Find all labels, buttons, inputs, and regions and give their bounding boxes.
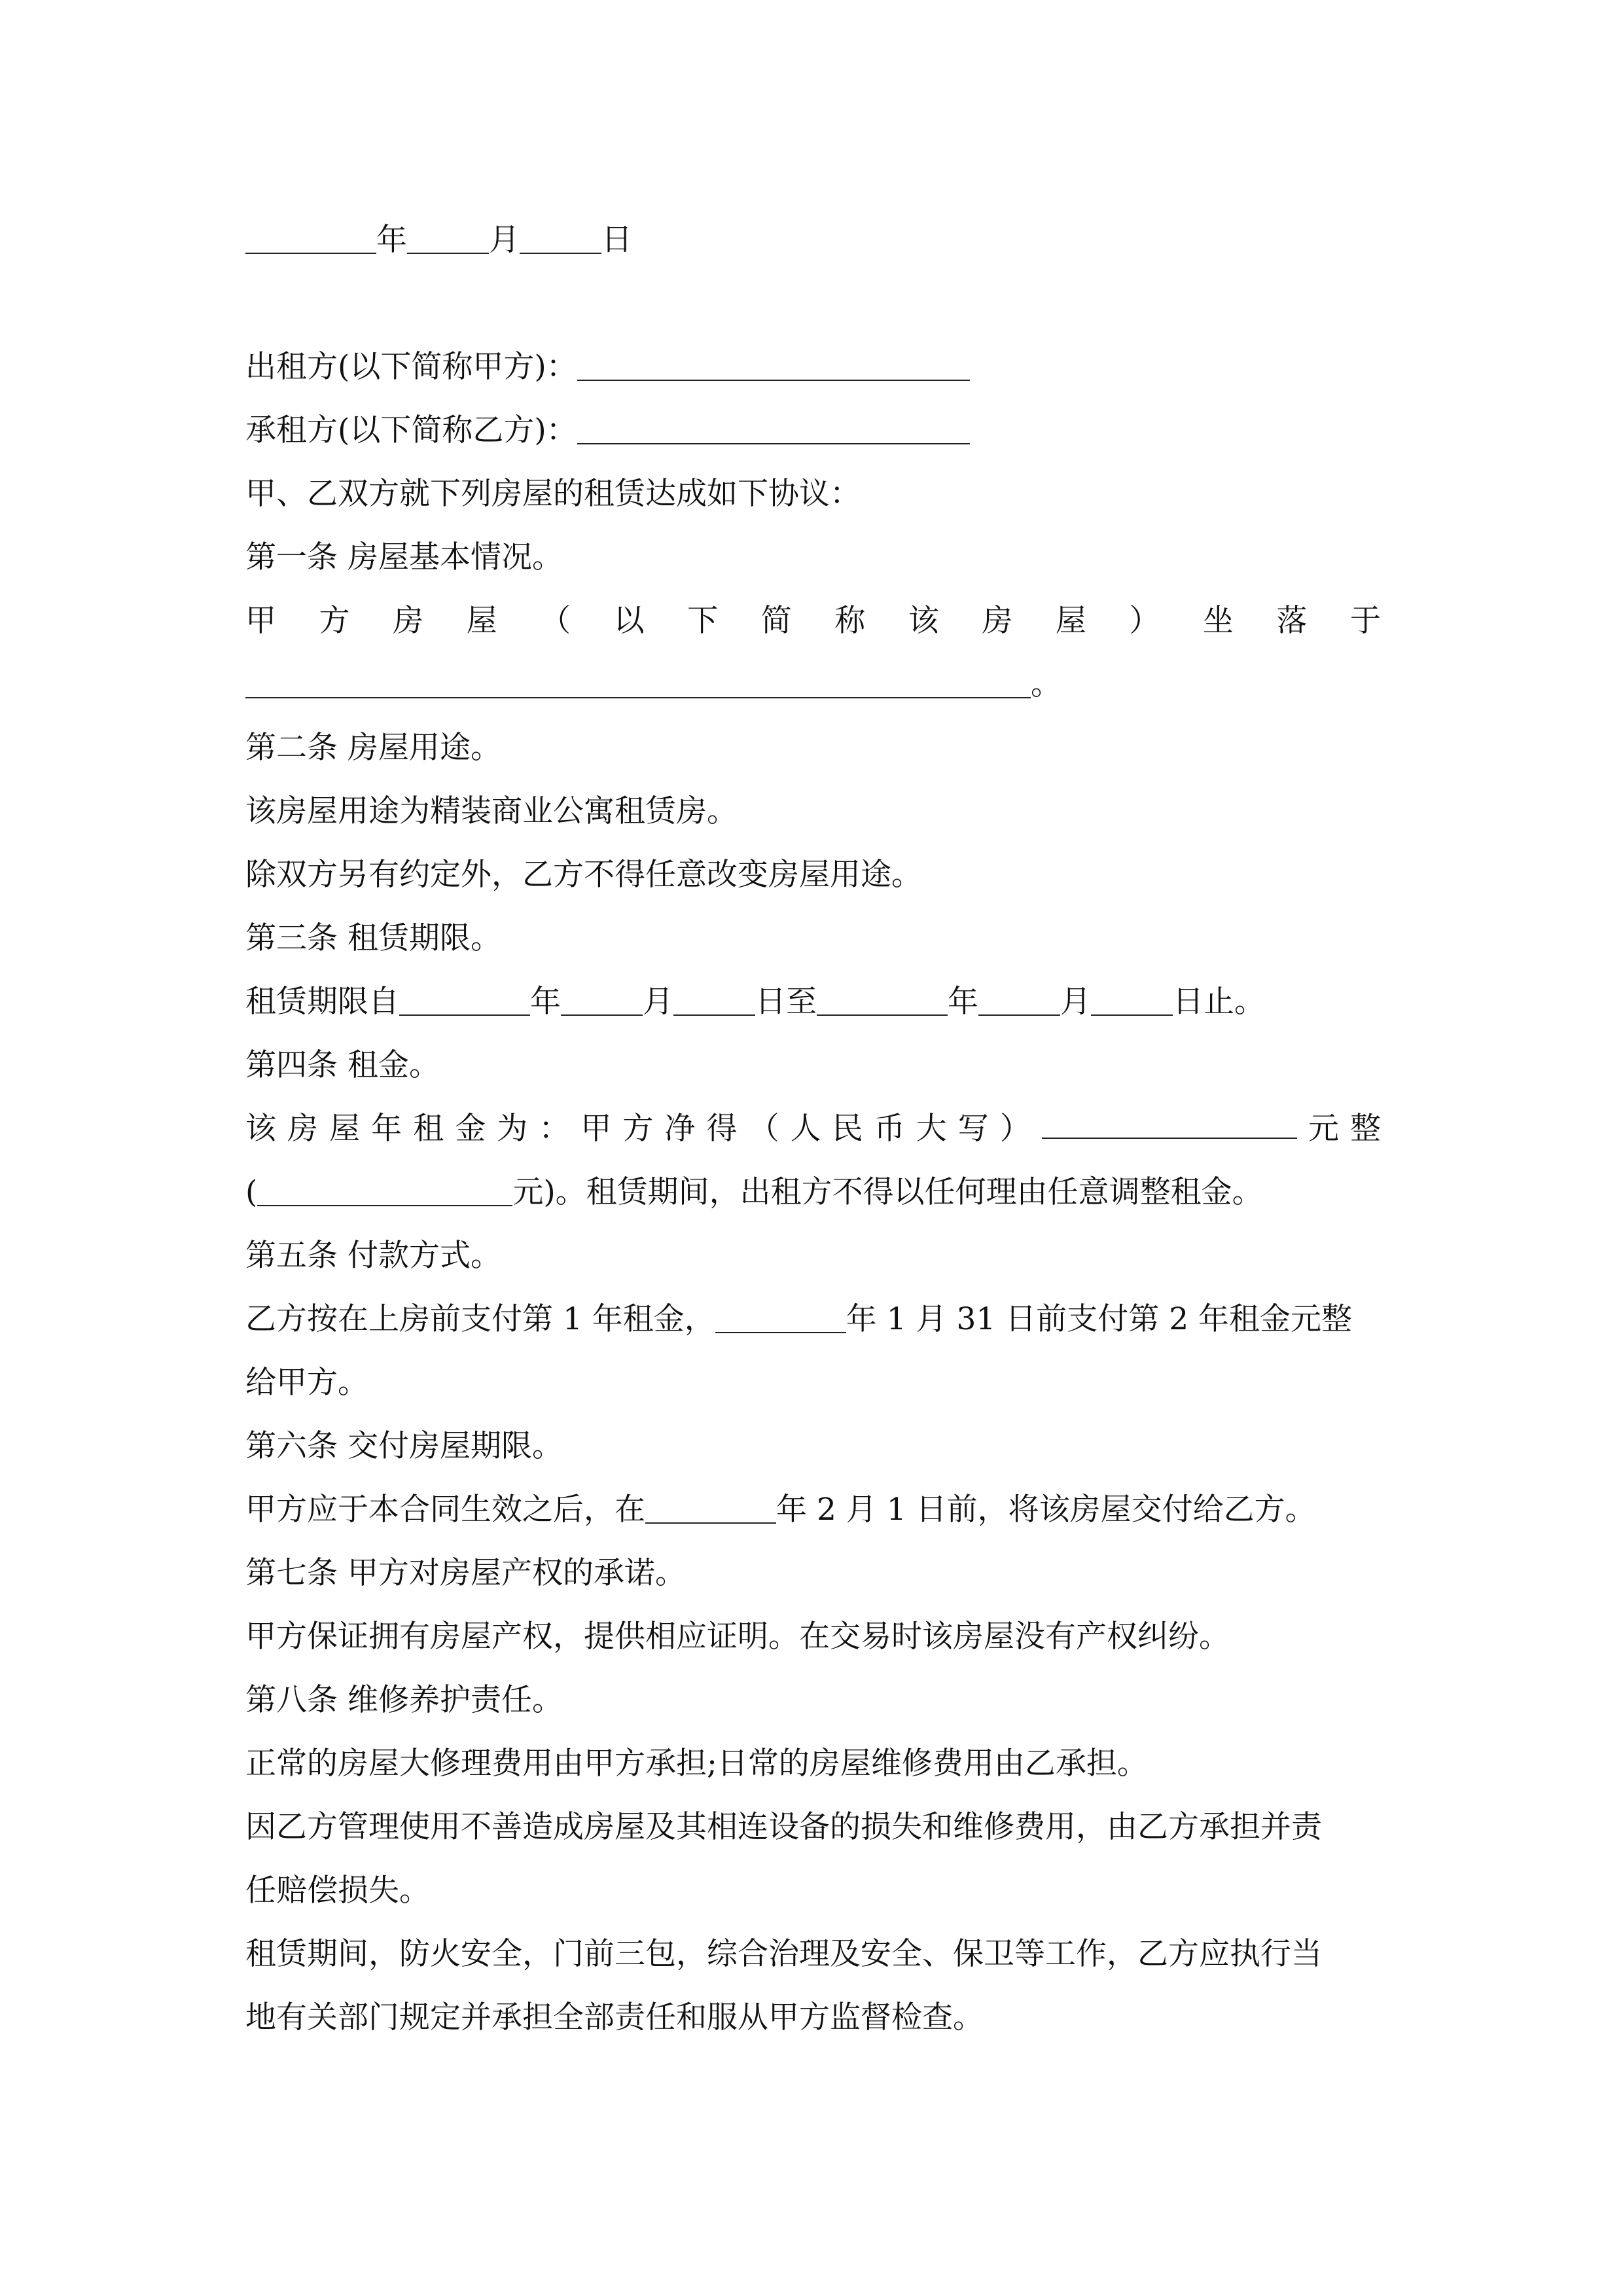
lessor-blank	[577, 346, 970, 381]
term-start-month-blank	[561, 980, 643, 1016]
article5-title: 第五条 付款方式。	[245, 1238, 501, 1274]
intro-line: 甲、乙双方就下列房屋的租赁达成如下协议：	[245, 476, 861, 512]
rent-char: 房	[287, 1111, 319, 1147]
article1-location-line	[245, 589, 1381, 653]
lessee-blank	[577, 409, 970, 444]
term-prefix: 租赁期限自	[245, 984, 399, 1020]
article6-title: 第六条 交付房屋期限。	[245, 1428, 563, 1464]
date-line	[245, 208, 1381, 272]
term-start-year-blank	[399, 980, 530, 1016]
term-month-label: 月	[643, 984, 673, 1020]
article5-line1	[245, 1287, 1381, 1351]
rent-capital-blank	[1042, 1103, 1297, 1139]
article3-term-line	[245, 970, 1381, 1033]
term-year2-label: 年	[948, 984, 978, 1020]
article2-title: 第二条 房屋用途。	[245, 730, 501, 766]
location-char: 甲	[245, 603, 276, 639]
article8-line5: 地有关部门规定并承担全部责任和服从甲方监督检查。	[245, 2000, 984, 2036]
delivery-text-b: 年 2 月 1 日前，将该房屋交付给乙方。	[776, 1492, 1316, 1528]
payment-text-b: 年 1 月 31 日前支付第 2 年租金元整	[846, 1301, 1353, 1337]
rent-char: 大	[916, 1111, 947, 1147]
article4-rent-line	[245, 1097, 1381, 1160]
year-blank	[245, 219, 376, 254]
article8-line2: 因乙方管理使用不善造成房屋及其相连设备的损失和维修费用，由乙方承担并责	[245, 1809, 1322, 1845]
lessor-line	[245, 335, 1381, 399]
day-blank	[520, 219, 601, 254]
term-end-year-blank	[817, 980, 948, 1016]
rent-char: 得	[706, 1111, 738, 1147]
location-char: 下	[687, 603, 719, 639]
article4-title: 第四条 租金。	[245, 1047, 440, 1083]
location-char: 坐	[1202, 603, 1234, 639]
rent-line2-rest: 元)。租赁期间，出租方不得以任何理由任意调整租金。	[512, 1174, 1263, 1210]
article1-title: 第一条 房屋基本情况。	[245, 539, 563, 575]
term-year-label: 年	[530, 984, 561, 1020]
term-start-day-blank	[673, 980, 755, 1016]
article2-line1: 该房屋用途为精装商业公寓租赁房。	[245, 793, 738, 829]
rent-char: 币	[874, 1111, 905, 1147]
rent-char: ）	[999, 1111, 1031, 1147]
article3-title: 第三条 租赁期限。	[245, 920, 501, 956]
location-char: ）	[1129, 603, 1160, 639]
rent-char: （	[748, 1111, 779, 1147]
article5-line2: 给甲方。	[245, 1365, 368, 1401]
delivery-text-a: 甲方应于本合同生效之后，在	[245, 1492, 645, 1528]
location-char: 以	[613, 603, 645, 639]
article1-location-blank-line	[245, 653, 1381, 716]
payment-text-a: 乙方按在上房前支付第 1 年租金，	[245, 1301, 715, 1337]
article8-title: 第八条 维修养护责任。	[245, 1682, 563, 1718]
location-char: 房	[982, 603, 1013, 639]
rent-char: 方	[622, 1111, 654, 1147]
term-end-day-blank	[1091, 980, 1173, 1016]
location-end-mark: 。	[1031, 666, 1061, 702]
lessee-line	[245, 399, 1381, 462]
rent-char: 净	[664, 1111, 696, 1147]
year-label: 年	[376, 222, 407, 258]
payment-year-blank	[715, 1298, 846, 1333]
term-month2-label: 月	[1060, 984, 1091, 1020]
location-char: 屋	[1055, 603, 1086, 639]
article4-rent-line2	[245, 1160, 1381, 1224]
location-char: 方	[319, 603, 350, 639]
rent-char: 写	[957, 1111, 989, 1147]
month-label: 月	[489, 222, 520, 258]
rent-char: 甲	[580, 1111, 612, 1147]
article7-line: 甲方保证拥有房屋产权，提供相应证明。在交易时该房屋没有产权纠纷。	[245, 1619, 1230, 1655]
month-blank	[407, 219, 489, 254]
term-day-to-label: 日至	[755, 984, 817, 1020]
rent-tail-char: 元	[1308, 1111, 1339, 1147]
term-end-month-blank	[978, 980, 1060, 1016]
location-char: 简	[760, 603, 792, 639]
article8-line3: 任赔偿损失。	[245, 1873, 430, 1909]
location-char: 于	[1349, 603, 1381, 639]
rent-char: 人	[790, 1111, 821, 1147]
article7-title: 第七条 甲方对房屋产权的承诺。	[245, 1555, 686, 1591]
location-char: 屋	[466, 603, 497, 639]
lessor-label: 出租方(以下简称甲方)：	[245, 349, 577, 385]
rent-tail-char: 整	[1349, 1111, 1381, 1147]
article8-line1: 正常的房屋大修理费用由甲方承担;日常的房屋维修费用由乙承担。	[245, 1746, 1148, 1782]
location-char: 该	[908, 603, 939, 639]
location-char: 落	[1276, 603, 1308, 639]
location-blank	[245, 663, 1031, 698]
rent-char: 屋	[329, 1111, 361, 1147]
rent-open-paren: (	[245, 1174, 258, 1210]
rent-char: 金	[455, 1111, 486, 1147]
article8-line4: 租赁期间，防火安全，门前三包，综合治理及安全、保卫等工作，乙方应执行当	[245, 1936, 1322, 1972]
location-char: （	[540, 603, 571, 639]
location-char: 称	[834, 603, 866, 639]
rent-char: ：	[539, 1111, 570, 1147]
article2-line2: 除双方另有约定外，乙方不得任意改变房屋用途。	[245, 857, 922, 893]
rent-char: 为	[497, 1111, 528, 1147]
rent-char: 租	[413, 1111, 444, 1147]
contract-body	[245, 208, 1381, 2049]
lessee-label: 承租方(以下简称乙方)：	[245, 412, 577, 448]
delivery-year-blank	[645, 1488, 776, 1524]
article6-line	[245, 1478, 1381, 1541]
term-day-end-label: 日止。	[1173, 984, 1265, 1020]
rent-char: 该	[245, 1111, 276, 1147]
location-char: 房	[393, 603, 424, 639]
rent-char: 年	[371, 1111, 402, 1147]
rent-char: 民	[832, 1111, 863, 1147]
day-label: 日	[601, 222, 632, 258]
rent-amount-blank	[257, 1171, 512, 1206]
spacer	[245, 272, 1381, 335]
